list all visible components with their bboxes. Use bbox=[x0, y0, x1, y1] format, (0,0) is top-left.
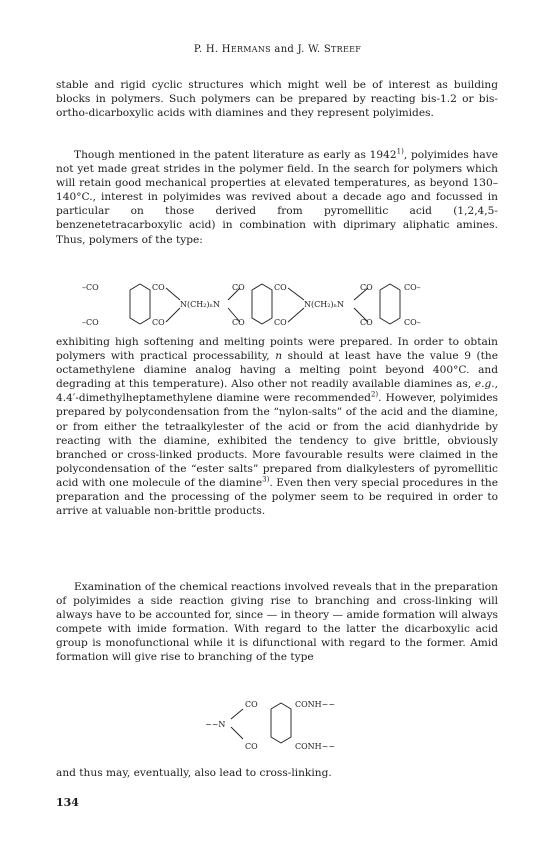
formula-co-label: –CO bbox=[82, 283, 99, 292]
footnote-ref-1: 1) bbox=[396, 147, 404, 156]
p3-variable-n: n bbox=[275, 350, 283, 363]
p3-part-d: . However, polyimides prepared by polycondensation from the “nylon-salts” of the acid and the diamine, or from either the tetraalkylester of the acid or from the acid dianhydride by reacting with the diamine, exhibited the tendency to give brittle, obviously branched or cross-linked products. More favourable results were claimed in the polycondensation of the “ester salts” prepared from dialkylesters of pyromellitic acid with one molecule of the diamine bbox=[56, 392, 498, 489]
bond bbox=[288, 288, 304, 300]
benzene-ring-2 bbox=[252, 284, 272, 324]
paragraph-5 bbox=[56, 766, 498, 780]
formula-conh-label: CONH~~ bbox=[295, 700, 336, 709]
branching-structure-formula bbox=[205, 689, 365, 759]
formula-co-label: CO bbox=[232, 283, 245, 292]
p3-part-a: exhibiting high softening and melting points were prepared. In order to obtain polymers with practical processability, bbox=[56, 336, 498, 363]
paragraph-1 bbox=[56, 78, 498, 120]
benzene-ring bbox=[271, 703, 291, 743]
header-text-b: and J. W. S bbox=[270, 44, 332, 55]
header-smallcaps-b: TREEF bbox=[331, 45, 362, 54]
page-number: 134 bbox=[56, 796, 79, 809]
formula-co-label: CO bbox=[152, 283, 165, 292]
p3-eg: e.g. bbox=[474, 378, 495, 391]
paragraph-4 bbox=[56, 580, 498, 665]
benzene-ring-1 bbox=[130, 284, 150, 324]
header-text-a: P. H. H bbox=[193, 44, 231, 55]
formula-co-label: CO bbox=[245, 700, 258, 709]
paragraph-1-text: stable and rigid cyclic structures which might well be of interest as building blocks in polymers. Such polymers can be prepared by reacting bis-1.2 or bis-ortho-dicarboxylic acids with diamines and they represent polyimides. bbox=[56, 79, 498, 120]
p3-part-e: . Even then very special procedures in the preparation and the processing of the polymer seem to be required in order to arrive at valuable non-brittle products. bbox=[56, 476, 498, 518]
paragraph-2-text bbox=[56, 148, 498, 247]
paragraph-2 bbox=[56, 148, 498, 247]
p3-part-b: should at least have the value 9 (the octamethylene diamine analog having a melting point beyond 400°C. and degrading at this temperature). Also other not readily available diamines as, bbox=[56, 350, 498, 391]
p3-part-c: , 4.4′-dimethylheptamethylene diamine were recommended bbox=[56, 378, 498, 405]
formula-co-label: CO bbox=[245, 742, 258, 751]
polyimide-structure-formula bbox=[82, 278, 472, 330]
formula-co-label: CO bbox=[360, 283, 373, 292]
footnote-ref-3: 3) bbox=[262, 475, 270, 484]
p2-part-b: , polyimides have not yet made great strides in the polymer field. In the search for polymers which will retain good mechanical properties at elevated temperatures, as beyond 130–140°C., interest in polyimides was revived about a decade ago and focussed in particular on those derived from pyromellitic acid (1,2,4,5-benzenetetracarboxylic acid) in combination with diprimary aliphatic amines. Thus, polymers of the type: bbox=[56, 149, 498, 246]
bond bbox=[231, 709, 243, 719]
formula-conh-label: CONH~~ bbox=[295, 742, 336, 751]
formula-co-label: CO bbox=[152, 318, 165, 327]
benzene-ring-3 bbox=[380, 284, 400, 324]
formula-co-label: CO bbox=[232, 318, 245, 327]
formula-co-label: CO– bbox=[404, 318, 421, 327]
bond bbox=[288, 308, 304, 322]
paragraph-4-text: Examination of the chemical reactions involved reveals that in the preparation of polyimides a side reaction giving rise to branching and cross-linking will always have to be accounted for, since — in theory — amide formation will always compete with imide formation. With regard to the latter the dicarboxylic acid group is monofunctional while it is difunctional with regard to the former. Amid formation will give rise to branching of the type bbox=[56, 581, 498, 664]
formula-n-group: N(CH₂)ₙN bbox=[304, 300, 345, 309]
bond bbox=[166, 308, 180, 322]
paragraph-3 bbox=[56, 335, 498, 518]
formula-co-label: CO bbox=[274, 283, 287, 292]
formula-co-label: CO– bbox=[404, 283, 421, 292]
formula-n-group: N(CH₂)ₙN bbox=[180, 300, 221, 309]
bond bbox=[166, 288, 180, 300]
formula-co-label: CO bbox=[360, 318, 373, 327]
paragraph-5-text: and thus may, eventually, also lead to cross-linking. bbox=[56, 767, 332, 779]
running-header bbox=[0, 44, 555, 55]
formula-co-label: CO bbox=[274, 318, 287, 327]
formula-co-label: –CO bbox=[82, 318, 99, 327]
footnote-ref-2: 2) bbox=[370, 390, 379, 399]
p2-part-a: Though mentioned in the patent literature as early as 1942 bbox=[74, 149, 397, 161]
header-smallcaps-a: ERMANS bbox=[230, 45, 271, 54]
bond bbox=[231, 727, 243, 739]
paragraph-3-text bbox=[56, 335, 498, 518]
formula-n-label: ~~N bbox=[205, 720, 226, 729]
